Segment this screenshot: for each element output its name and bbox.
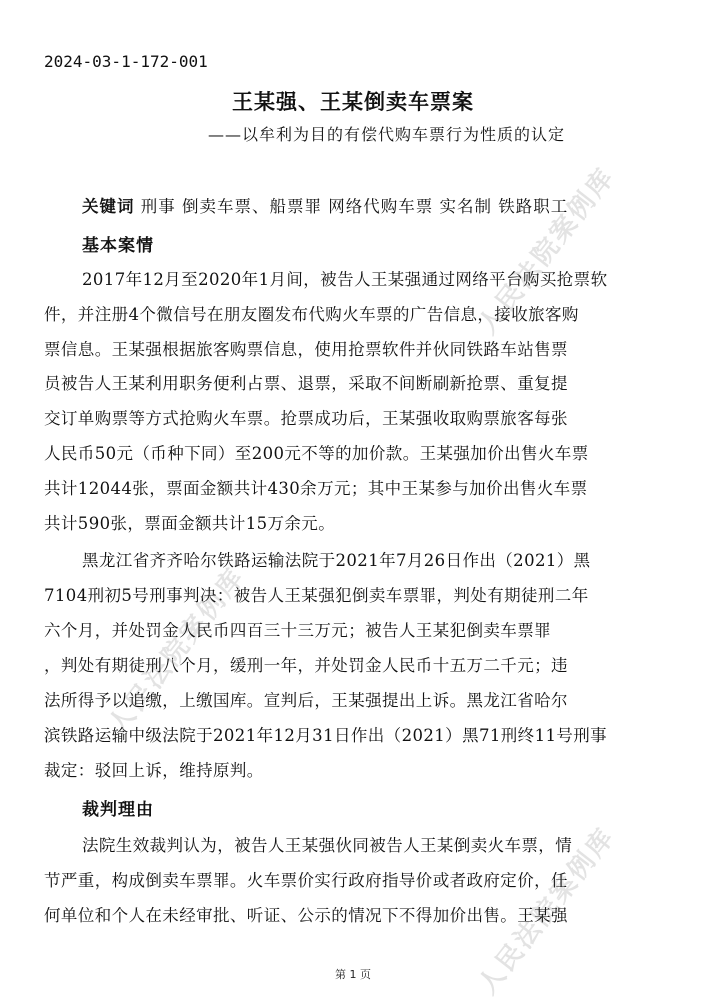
- body-line: 件，并注册4个微信号在朋友圈发布代购火车票的广告信息，接收旅客购: [44, 305, 579, 324]
- watermark: 人民法院案例库: [472, 161, 622, 341]
- body-line: 裁定：驳回上诉，维持原判。: [44, 761, 264, 780]
- page-number: 第 1 页: [335, 968, 371, 981]
- body-line: 节严重，构成倒卖车票罪。火车票价实行政府指导价或者政府定价，任: [44, 871, 568, 890]
- body-line: 共计12044张，票面金额共计430余万元；其中王某参与加价出售火车票: [44, 479, 588, 498]
- body-line: 员被告人王某利用职务便利占票、退票，采取不间断刷新抢票、重复提: [44, 374, 568, 393]
- document-title: 王某强、王某倒卖车票案: [232, 90, 474, 114]
- body-line: 黑龙江省齐齐哈尔铁路运输法院于2021年7月26日作出（2021）黑: [82, 551, 591, 570]
- body-line: 共计590张，票面金额共计15万余元。: [44, 514, 336, 533]
- body-line: 六个月，并处罚金人民币四百三十三万元；被告人王某犯倒卖车票罪: [44, 621, 551, 640]
- keywords-text: 刑事 倒卖车票、船票罪 网络代购车票 实名制 铁路职工: [134, 197, 569, 216]
- keywords-line: [82, 193, 568, 217]
- section-heading-reasoning: 裁判理由: [82, 800, 154, 820]
- document-subtitle: ——以牟利为目的有偿代购车票行为性质的认定: [208, 125, 566, 144]
- body-line: 2017年12月至2020年1月间，被告人王某强通过网络平台购买抢票软: [82, 270, 608, 289]
- body-line: 何单位和个人在未经审批、听证、公示的情况下不得加价出售。王某强: [44, 906, 568, 925]
- body-line: 7104刑初5号刑事判决：被告人王某强犯倒卖车票罪，判处有期徒刑二年: [44, 586, 589, 605]
- body-line: 票信息。王某强根据旅客购票信息，使用抢票软件并伙同铁路车站售票: [44, 340, 568, 359]
- section-heading-basic-facts: 基本案情: [82, 236, 154, 256]
- body-line: 滨铁路运输中级法院于2021年12月31日作出（2021）黑71刑终11号刑事: [44, 726, 608, 745]
- body-line: 法所得予以追缴，上缴国库。宣判后，王某强提出上诉。黑龙江省哈尔: [44, 691, 568, 710]
- body-line: ，判处有期徒刑八个月，缓刑一年，并处罚金人民币十五万二千元；违: [44, 656, 568, 675]
- keywords-label: 关键词: [82, 197, 135, 216]
- body-line: 交订单购票等方式抢购火车票。抢票成功后，王某强收取购票旅客每张: [44, 409, 568, 428]
- watermark: 人民法院案例库: [102, 561, 252, 741]
- body-line: 人民币50元（币种下同）至200元不等的加价款。王某强加价出售火车票: [44, 444, 589, 463]
- case-id: 2024-03-1-172-001: [44, 52, 208, 71]
- body-line: 法院生效裁判认为，被告人王某强伙同被告人王某倒卖火车票，情: [82, 836, 573, 855]
- watermark: 人民法院案例库: [472, 821, 622, 1001]
